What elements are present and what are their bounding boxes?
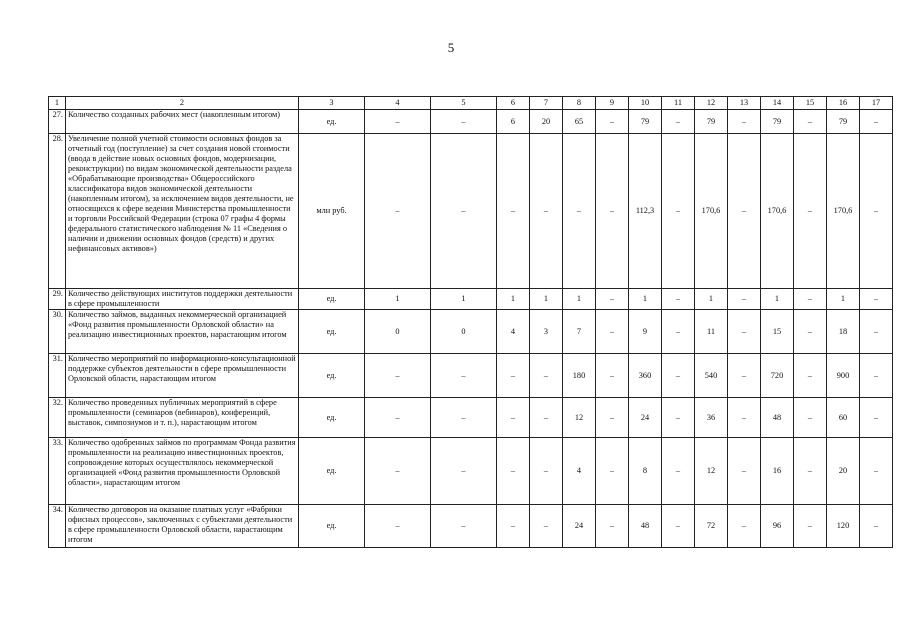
unit-cell: млн руб. xyxy=(299,134,365,289)
value-cell: – xyxy=(662,438,695,505)
value-cell: – xyxy=(596,398,629,438)
value-cell: – xyxy=(794,289,827,310)
value-cell: 72 xyxy=(695,505,728,548)
value-cell: 1 xyxy=(695,289,728,310)
value-cell: – xyxy=(860,354,893,398)
value-cell: – xyxy=(662,110,695,134)
indicator-name: Количество одобренных займов по программам Фонда развития промышленности на реализацию инвестиционных проектов, сопровождение которых осуществлялось некоммерческой организацией «Фонд развития промышленности Орловской области», нарастающим итогом xyxy=(66,438,299,505)
value-cell: 170,6 xyxy=(761,134,794,289)
value-cell: 1 xyxy=(563,289,596,310)
indicator-name: Количество договоров на оказание платных услуг «Фабрики офисных процессов», заключенных с субъектами деятельности в сфере промышленности Орловской области, нарастающим итогом xyxy=(66,505,299,548)
value-cell: – xyxy=(431,110,497,134)
value-cell: – xyxy=(728,438,761,505)
unit-cell: ед. xyxy=(299,110,365,134)
column-header: 3 xyxy=(299,97,365,110)
value-cell: – xyxy=(794,354,827,398)
value-cell: – xyxy=(596,110,629,134)
column-header: 1 xyxy=(49,97,66,110)
value-cell: – xyxy=(794,505,827,548)
value-cell: – xyxy=(860,110,893,134)
value-cell: – xyxy=(431,438,497,505)
value-cell: – xyxy=(860,289,893,310)
indicator-name: Количество займов, выданных некоммерческой организацией «Фонд развития промышленности Орловской области» на реализацию инвестиционных проектов, нарастающим итогом xyxy=(66,310,299,354)
column-header: 8 xyxy=(563,97,596,110)
value-cell: 9 xyxy=(629,310,662,354)
value-cell: – xyxy=(860,134,893,289)
value-cell: 18 xyxy=(827,310,860,354)
value-cell: – xyxy=(596,354,629,398)
indicator-name: Количество проведенных публичных мероприятий в сфере промышленности (семинаров (вебинаров), конференций, выставок, симпозиумов и т. п.), нарастающим итогом xyxy=(66,398,299,438)
value-cell: 24 xyxy=(629,398,662,438)
value-cell: – xyxy=(497,398,530,438)
value-cell: – xyxy=(563,134,596,289)
table-row xyxy=(49,354,893,398)
column-header: 10 xyxy=(629,97,662,110)
row-number: 27. xyxy=(49,110,66,134)
column-header: 2 xyxy=(66,97,299,110)
value-cell: 48 xyxy=(761,398,794,438)
value-cell: 60 xyxy=(827,398,860,438)
row-number: 33. xyxy=(49,438,66,505)
value-cell: – xyxy=(662,354,695,398)
value-cell: – xyxy=(365,505,431,548)
column-header: 16 xyxy=(827,97,860,110)
value-cell: – xyxy=(365,134,431,289)
value-cell: 540 xyxy=(695,354,728,398)
indicator-name: Количество созданных рабочих мест (накопленным итогом) xyxy=(66,110,299,134)
value-cell: – xyxy=(431,505,497,548)
table-row xyxy=(49,110,893,134)
value-cell: 20 xyxy=(827,438,860,505)
column-header: 17 xyxy=(860,97,893,110)
column-header: 5 xyxy=(431,97,497,110)
value-cell: – xyxy=(662,398,695,438)
value-cell: 96 xyxy=(761,505,794,548)
value-cell: – xyxy=(365,438,431,505)
value-cell: – xyxy=(530,134,563,289)
value-cell: 1 xyxy=(761,289,794,310)
column-header: 9 xyxy=(596,97,629,110)
value-cell: 65 xyxy=(563,110,596,134)
value-cell: – xyxy=(662,310,695,354)
value-cell: – xyxy=(662,505,695,548)
column-header: 7 xyxy=(530,97,563,110)
unit-cell: ед. xyxy=(299,354,365,398)
value-cell: 16 xyxy=(761,438,794,505)
value-cell: – xyxy=(596,438,629,505)
value-cell: 0 xyxy=(431,310,497,354)
value-cell: – xyxy=(860,310,893,354)
value-cell: 112,3 xyxy=(629,134,662,289)
indicator-name: Количество мероприятий по информационно-консультационной поддержке субъектов деятельности в сфере промышленности Орловской области, нарастающим итогом xyxy=(66,354,299,398)
value-cell: – xyxy=(365,110,431,134)
value-cell: – xyxy=(662,289,695,310)
value-cell: – xyxy=(728,505,761,548)
value-cell: – xyxy=(530,354,563,398)
value-cell: 12 xyxy=(695,438,728,505)
value-cell: – xyxy=(728,354,761,398)
value-cell: – xyxy=(497,505,530,548)
row-number: 31. xyxy=(49,354,66,398)
value-cell: – xyxy=(794,134,827,289)
value-cell: 24 xyxy=(563,505,596,548)
column-header: 15 xyxy=(794,97,827,110)
column-header: 13 xyxy=(728,97,761,110)
value-cell: 15 xyxy=(761,310,794,354)
value-cell: 79 xyxy=(761,110,794,134)
value-cell: – xyxy=(596,289,629,310)
table-row xyxy=(49,398,893,438)
value-cell: 360 xyxy=(629,354,662,398)
value-cell: – xyxy=(497,438,530,505)
unit-cell: ед. xyxy=(299,438,365,505)
value-cell: – xyxy=(530,438,563,505)
value-cell: 12 xyxy=(563,398,596,438)
value-cell: – xyxy=(728,289,761,310)
value-cell: – xyxy=(860,398,893,438)
row-number: 34. xyxy=(49,505,66,548)
column-header: 4 xyxy=(365,97,431,110)
value-cell: 20 xyxy=(530,110,563,134)
value-cell: 1 xyxy=(497,289,530,310)
value-cell: 36 xyxy=(695,398,728,438)
value-cell: 79 xyxy=(827,110,860,134)
row-number: 32. xyxy=(49,398,66,438)
row-number: 30. xyxy=(49,310,66,354)
value-cell: 170,6 xyxy=(695,134,728,289)
value-cell: – xyxy=(431,354,497,398)
value-cell: – xyxy=(794,110,827,134)
column-header: 6 xyxy=(497,97,530,110)
table-row xyxy=(49,134,893,289)
value-cell: – xyxy=(728,310,761,354)
value-cell: – xyxy=(596,310,629,354)
value-cell: – xyxy=(431,398,497,438)
indicator-name: Количество действующих институтов поддержки деятельности в сфере промышленности xyxy=(66,289,299,310)
value-cell: – xyxy=(794,438,827,505)
value-cell: 3 xyxy=(530,310,563,354)
value-cell: 6 xyxy=(497,110,530,134)
value-cell: – xyxy=(530,398,563,438)
value-cell: 170,6 xyxy=(827,134,860,289)
value-cell: 1 xyxy=(827,289,860,310)
value-cell: 720 xyxy=(761,354,794,398)
value-cell: 11 xyxy=(695,310,728,354)
value-cell: – xyxy=(596,134,629,289)
column-header: 11 xyxy=(662,97,695,110)
value-cell: 4 xyxy=(563,438,596,505)
row-number: 29. xyxy=(49,289,66,310)
value-cell: – xyxy=(431,134,497,289)
unit-cell: ед. xyxy=(299,505,365,548)
value-cell: 1 xyxy=(629,289,662,310)
value-cell: – xyxy=(794,398,827,438)
unit-cell: ед. xyxy=(299,310,365,354)
value-cell: 1 xyxy=(530,289,563,310)
value-cell: 1 xyxy=(431,289,497,310)
value-cell: 120 xyxy=(827,505,860,548)
value-cell: – xyxy=(530,505,563,548)
value-cell: – xyxy=(728,110,761,134)
value-cell: – xyxy=(728,398,761,438)
table-row xyxy=(49,505,893,548)
value-cell: – xyxy=(365,398,431,438)
value-cell: 0 xyxy=(365,310,431,354)
value-cell: 1 xyxy=(365,289,431,310)
table-row xyxy=(49,310,893,354)
table-row xyxy=(49,289,893,310)
column-header: 14 xyxy=(761,97,794,110)
value-cell: 79 xyxy=(629,110,662,134)
value-cell: – xyxy=(860,438,893,505)
table-row xyxy=(49,438,893,505)
indicators-table xyxy=(48,96,893,548)
value-cell: 7 xyxy=(563,310,596,354)
table-header-row xyxy=(49,97,893,110)
value-cell: 79 xyxy=(695,110,728,134)
value-cell: – xyxy=(728,134,761,289)
value-cell: 180 xyxy=(563,354,596,398)
value-cell: 4 xyxy=(497,310,530,354)
value-cell: – xyxy=(365,354,431,398)
value-cell: – xyxy=(497,354,530,398)
indicator-name: Увеличение полной учетной стоимости основных фондов за отчетный год (поступление) за счет создания новой стоимости (ввода в действие новых основных фондов, модернизации, реконструкции) по видам экономической деятельности раздела «Обрабатывающие производства» Общероссийского классификатора видов экономической деятельности (накопленным итогом), за исключением видов деятельности, не относящихся к сфере ведения Министерства промышленности и торговли Российской Федерации (строка 07 графы 4 формы федерального статистического наблюдения № 11 «Сведения о наличии и движении основных фондов (средств) и других нефинансовых активов») xyxy=(66,134,299,289)
page-number: 5 xyxy=(447,40,455,55)
value-cell: – xyxy=(794,310,827,354)
value-cell: – xyxy=(860,505,893,548)
value-cell: 48 xyxy=(629,505,662,548)
unit-cell: ед. xyxy=(299,289,365,310)
value-cell: 900 xyxy=(827,354,860,398)
value-cell: – xyxy=(596,505,629,548)
column-header: 12 xyxy=(695,97,728,110)
unit-cell: ед. xyxy=(299,398,365,438)
row-number: 28. xyxy=(49,134,66,289)
value-cell: – xyxy=(662,134,695,289)
value-cell: 8 xyxy=(629,438,662,505)
value-cell: – xyxy=(497,134,530,289)
